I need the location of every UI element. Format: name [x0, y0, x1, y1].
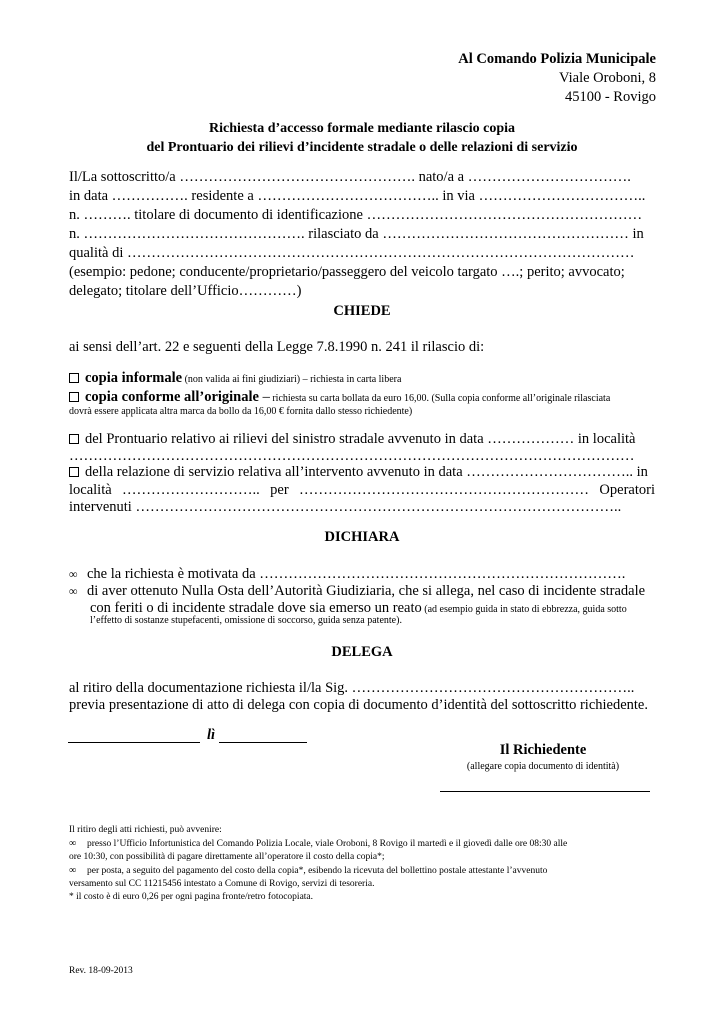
option-2-label: copia conforme all’originale: [85, 389, 259, 405]
footer-intro: Il ritiro degli atti richiesti, può avvenire:: [69, 825, 222, 835]
date-field-line[interactable]: [68, 742, 200, 743]
document-title: [0, 119, 724, 157]
infinity-bullet-icon: ∞: [69, 567, 78, 581]
signature-line[interactable]: [440, 791, 650, 792]
dichiara-item-1-text: che la richiesta è motivata da ………………………………………………………………….: [87, 566, 626, 582]
place-field-line[interactable]: [219, 742, 307, 743]
title-line-2: del Prontuario dei rilievi d’incidente stradale o delle relazioni di servizio: [146, 140, 578, 155]
item-relazione-line-2: località ……………………….. per …………………………………………………… Operatori: [69, 482, 655, 498]
dichiara-item-2-line-2: con feriti o di incidente stradale dove sia emerso un reato: [90, 600, 422, 616]
dichiara-heading: DICHIARA: [324, 529, 400, 545]
richiedente-note: (allegare copia documento di identità): [466, 761, 620, 772]
title-line-1: Richiesta d’accesso formale mediante rilascio copia: [209, 121, 515, 136]
footer-item-1-cont: ore 10:30, con possibilità di pagare direttamente all’operatore il costo della copia*;: [69, 852, 385, 862]
option-2-note: richiesta su carta bollata da euro 16,00. (Sulla copia conforme all’originale rilasciata: [269, 393, 611, 404]
applicant-line-2: in data ……………. residente a ……………………………….. in via ……………………………..: [69, 188, 646, 204]
recipient-line-2: Viale Oroboni, 8: [559, 70, 656, 86]
footer-item-2-cont: versamento sul CC 11215456 intestato a Comune di Rovigo, servizi di tesoreria.: [69, 879, 375, 889]
dichiara-item-2-note-cont: l’effetto di sostanze stupefacenti, omissione di soccorso, guida senza patente).: [90, 615, 402, 626]
applicant-line-6: (esempio: pedone; conducente/proprietario/passeggero del veicolo targato ….; perito; avvocato;: [69, 264, 625, 280]
checkbox-icon[interactable]: [69, 467, 79, 477]
revision-label: Rev. 18-09-2013: [69, 966, 133, 976]
applicant-line-7: delegato; titolare dell’Ufficio…………): [69, 283, 302, 299]
option-1-note: (non valida ai fini giudiziari) – richiesta in carta libera: [182, 374, 402, 385]
item-prontuario-text: del Prontuario relativo ai rilievi del sinistro stradale avvenuto in data ……………… in località: [85, 431, 636, 447]
delega-heading: DELEGA: [331, 644, 393, 660]
footer-item-1: [69, 837, 655, 852]
recipient-line-1: Al Comando Polizia Municipale: [458, 51, 656, 67]
applicant-line-1: Il/La sottoscritto/a …………………………………………. nato/a a …………………………….: [69, 169, 631, 185]
applicant-line-4: n. ………………………………………. rilasciato da …………………………………………… in: [69, 226, 644, 242]
dichiara-item-2-text: di aver ottenuto Nulla Osta dell’Autorità Giudiziaria, che si allega, nel caso di incidente stradale: [87, 583, 646, 599]
recipient-line-3: 45100 - Rovigo: [564, 89, 656, 105]
applicant-line-3: n. ………. titolare di documento di identificazione …………………………………………………: [69, 207, 643, 223]
dichiara-item-2-note: (ad esempio guida in stato di ebbrezza, guida sotto: [421, 604, 627, 615]
item-prontuario-line-2: ………………………………………………………………………………………………………: [69, 448, 635, 464]
option-1-label: copia informale: [85, 370, 183, 386]
richiedente-title: Il Richiedente: [499, 742, 587, 758]
footer-item-2: [69, 864, 655, 879]
checkbox-icon[interactable]: [69, 392, 79, 402]
recipient-address: [458, 50, 656, 107]
checkbox-icon[interactable]: [69, 434, 79, 444]
option-copia-informale[interactable]: [69, 369, 655, 389]
infinity-bullet-icon: ∞: [69, 584, 78, 598]
option-2-note-cont: dovrà essere applicata altra marca da bollo da 16,00 € fornita dallo stesso richiedente): [69, 406, 413, 417]
footer-cost-note: * il costo è di euro 0,26 per ogni pagina fronte/retro fotocopiata.: [69, 892, 314, 902]
footer-item-1-text: presso l’Ufficio Infortunistica del Comando Polizia Locale, viale Oroboni, 8 Rovigo il martedì e il giovedì dalle ore 08:30 alle: [87, 839, 568, 849]
applicant-line-5: qualità di ……………………………………………………………………………………………: [69, 245, 635, 261]
item-relazione-line-3: intervenuti ………………………………………………………………………………………..: [69, 499, 622, 515]
chiede-heading: CHIEDE: [333, 303, 391, 319]
delega-line-2: previa presentazione di atto di delega con copia di documento d’identità del sottoscritto richiedente.: [69, 697, 648, 713]
footer-item-2-text: per posta, a seguito del pagamento del costo della copia*, esibendo la ricevuta del bollettino postale attestante l’avvenuto: [87, 866, 548, 876]
infinity-bullet-icon: ∞: [69, 865, 77, 876]
infinity-bullet-icon: ∞: [69, 838, 77, 849]
delega-line-1: al ritiro della documentazione richiesta il/la Sig. …………………………………………………..: [69, 680, 635, 696]
checkbox-icon[interactable]: [69, 373, 79, 383]
option-2-dash: –: [258, 389, 270, 405]
chiede-intro: ai sensi dell’art. 22 e seguenti della Legge 7.8.1990 n. 241 il rilascio di:: [69, 339, 485, 355]
place-label: lì: [207, 727, 216, 743]
item-relazione-text: della relazione di servizio relativa all’intervento avvenuto in data …………………………….. in: [85, 464, 648, 480]
item-relazione[interactable]: [69, 463, 655, 482]
